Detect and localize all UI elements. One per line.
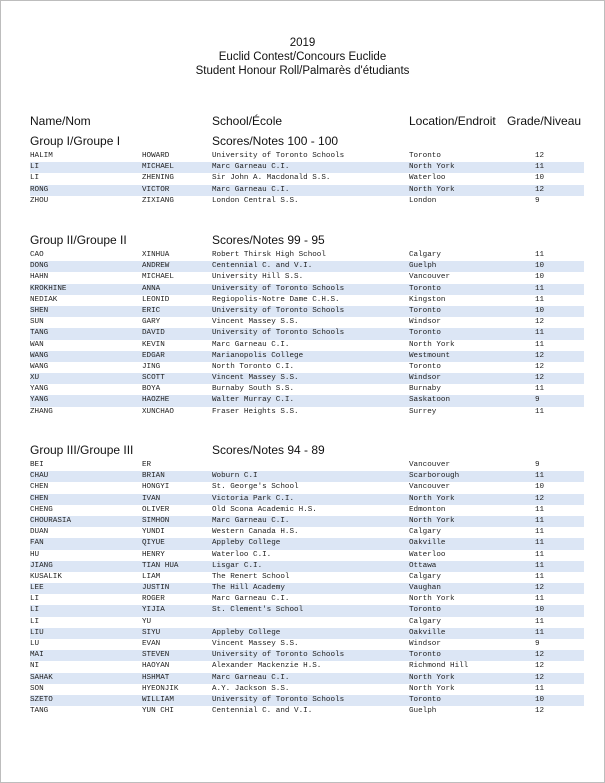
first-name-cell: GARY [142,318,161,327]
location-cell: Oakville [409,539,446,548]
table-row [30,527,584,538]
grade-cell: 11 [535,295,545,304]
location-cell: Waterloo [409,550,446,559]
table-row [30,384,584,395]
table-row [30,173,584,184]
table-row [30,328,584,339]
last-name-cell: ZHANG [30,407,53,416]
first-name-cell: LEONID [142,295,170,304]
first-name-cell: ROGER [142,595,165,604]
last-name-cell: LU [30,640,40,648]
first-name-cell: SIYU [142,628,161,637]
grade-cell: 12 [535,362,545,371]
first-name-cell: HONGYI [142,483,170,492]
grade-cell: 10 [535,262,545,271]
grade-cell: 11 [535,539,545,548]
group-3-scores: Scores/Notes 94 - 89 [212,443,325,457]
table-row [30,162,584,173]
first-name-cell: HOWARD [142,152,170,160]
first-name-cell: VICTOR [142,185,170,194]
document-header [0,36,605,78]
grade-cell: 11 [535,407,545,416]
grade-cell: 10 [535,273,545,282]
grade-cell: 9 [535,461,540,469]
table-row [30,460,584,471]
last-name-cell: CHEN [30,494,49,503]
school-cell: Fraser Heights S.S. [212,407,299,416]
last-name-cell: LIU [30,628,44,637]
first-name-cell: ANDREW [142,262,170,271]
last-name-cell: WAN [30,340,44,349]
grade-cell: 10 [535,695,545,704]
location-cell: Windsor [409,318,441,327]
school-cell: University of Toronto Schools [212,306,345,315]
first-name-cell: EDGAR [142,351,165,360]
table-row [30,561,584,572]
location-cell: North York [409,684,455,693]
first-name-cell: BRIAN [142,472,165,481]
table-row [30,594,584,605]
grade-cell: 11 [535,561,545,570]
first-name-cell: YIJIA [142,606,165,615]
location-cell: Westmount [409,351,451,360]
location-cell: Toronto [409,606,441,615]
honour-roll-title: Student Honour Roll/Palmarès d'étudiants [195,65,410,77]
first-name-cell: LIAM [142,572,161,581]
location-cell: London [409,196,437,205]
grade-cell: 11 [535,595,545,604]
grade-cell: 11 [535,251,545,259]
year: 2019 [289,37,316,49]
grade-cell: 11 [535,516,545,525]
table-row [30,317,584,328]
location-cell: Vancouver [409,273,451,282]
grade-cell: 12 [535,494,545,503]
location-cell: Toronto [409,152,441,160]
location-cell: Toronto [409,695,441,704]
last-name-cell: WANG [30,362,49,371]
school-cell: Marc Garneau C.I. [212,516,290,525]
location-cell: North York [409,494,455,503]
location-cell: North York [409,595,455,604]
location-cell: Ottawa [409,561,437,570]
school-cell: Woburn C.I [212,472,258,481]
school-cell: Waterloo C.I. [212,550,272,559]
last-name-cell: CHOURASIA [30,516,72,525]
table-row [30,362,584,373]
school-cell: Vincent Massey S.S. [212,374,299,383]
grade-cell: 12 [535,374,545,383]
grade-cell: 11 [535,163,545,172]
first-name-cell: ER [142,461,152,469]
grade-cell: 12 [535,651,545,660]
grade-cell: 12 [535,662,545,671]
grade-cell: 11 [535,684,545,693]
school-cell: Vincent Massey S.S. [212,640,299,648]
last-name-cell: SON [30,684,44,693]
table-row [30,538,584,549]
table-row [30,661,584,672]
last-name-cell: HALIM [30,152,53,160]
first-name-cell: ZHENING [142,174,174,183]
last-name-cell: WANG [30,351,49,360]
table-row [30,628,584,639]
school-cell: Vincent Massey S.S. [212,318,299,327]
first-name-cell: JING [142,362,161,371]
location-cell: North York [409,673,455,682]
table-row [30,407,584,418]
first-name-cell: ANNA [142,284,161,293]
first-name-cell: ERIC [142,306,161,315]
school-cell: Centennial C. and V.I. [212,707,313,716]
school-cell: Victoria Park C.I. [212,494,295,503]
grade-cell: 12 [535,707,545,716]
last-name-cell: SAHAK [30,673,53,682]
table-row [30,151,584,162]
table-row [30,695,584,706]
group-3-table [30,460,584,717]
first-name-cell: HAOZHE [142,396,170,405]
school-cell: Western Canada H.S. [212,528,299,537]
column-header-school: School/École [212,114,283,128]
table-row [30,295,584,306]
location-cell: Richmond Hill [409,662,469,671]
first-name-cell: ZIXIANG [142,196,174,205]
contest-title: Euclid Contest/Concours Euclide [218,51,387,63]
first-name-cell: HSHMAT [142,673,170,682]
table-row [30,306,584,317]
table-row [30,605,584,616]
table-row [30,583,584,594]
last-name-cell: YANG [30,396,49,405]
location-cell: North York [409,340,455,349]
table-row [30,684,584,695]
group-1-scores: Scores/Notes 100 - 100 [212,134,339,148]
first-name-cell: YUN CHI [142,707,174,716]
last-name-cell: CHAU [30,472,49,481]
last-name-cell: LI [30,595,40,604]
table-row [30,340,584,351]
first-name-cell: DAVID [142,329,165,338]
grade-cell: 11 [535,528,545,537]
table-row [30,516,584,527]
school-cell: St. George's School [212,483,299,492]
column-header-grade: Grade/Niveau [507,114,582,128]
school-cell: University of Toronto Schools [212,152,345,160]
location-cell: Windsor [409,640,441,648]
last-name-cell: LI [30,174,40,183]
table-row [30,261,584,272]
school-cell: Alexander Mackenzie H.S. [212,662,322,671]
table-row [30,395,584,406]
table-row [30,572,584,583]
last-name-cell: DUAN [30,528,49,537]
grade-cell: 10 [535,306,545,315]
location-cell: Waterloo [409,174,446,183]
location-cell: Scarborough [409,472,460,481]
table-row [30,185,584,196]
grade-cell: 12 [535,584,545,593]
location-cell: Guelph [409,262,437,271]
grade-cell: 11 [535,284,545,293]
school-cell: University of Toronto Schools [212,329,345,338]
grade-cell: 12 [535,351,545,360]
first-name-cell: QIYUE [142,539,165,548]
school-cell: Marc Garneau C.I. [212,340,290,349]
location-cell: Edmonton [409,505,446,514]
grade-cell: 11 [535,340,545,349]
school-cell: University of Toronto Schools [212,695,345,704]
last-name-cell: CHEN [30,483,49,492]
first-name-cell: YU [142,617,152,626]
location-cell: Toronto [409,651,441,660]
last-name-cell: RONG [30,185,49,194]
first-name-cell: YUNDI [142,528,165,537]
last-name-cell: CHENG [30,505,53,514]
first-name-cell: BOYA [142,385,161,394]
last-name-cell: YANG [30,385,49,394]
location-cell: Oakville [409,628,446,637]
school-cell: University Hill S.S. [212,273,304,282]
grade-cell: 9 [535,196,540,205]
location-cell: Windsor [409,374,441,383]
table-row [30,250,584,261]
location-cell: Calgary [409,617,441,626]
school-cell: Appleby College [212,628,281,637]
last-name-cell: LEE [30,584,44,593]
last-name-cell: ZHOU [30,196,49,205]
last-name-cell: LI [30,606,40,615]
last-name-cell: NI [30,662,40,671]
location-cell: Toronto [409,329,441,338]
school-cell: Appleby College [212,539,281,548]
grade-cell: 12 [535,152,545,160]
last-name-cell: HU [30,550,40,559]
first-name-cell: SIMHON [142,516,170,525]
school-cell: Sir John A. Macdonald S.S. [212,174,331,183]
group-2-title: Group II/Groupe II [30,233,127,247]
first-name-cell: EVAN [142,640,161,648]
location-cell: Calgary [409,251,441,259]
group-1-table [30,151,584,207]
first-name-cell: XUNCHAO [142,407,174,416]
last-name-cell: KROKHINE [30,284,67,293]
school-cell: Lisgar C.I. [212,561,263,570]
school-cell: Marc Garneau C.I. [212,595,290,604]
last-name-cell: JIANG [30,561,53,570]
last-name-cell: NEDIAK [30,295,58,304]
first-name-cell: JUSTIN [142,584,170,593]
location-cell: Vaughan [409,584,441,593]
location-cell: North York [409,163,455,172]
location-cell: Saskatoon [409,396,451,405]
group-2-scores: Scores/Notes 99 - 95 [212,233,325,247]
school-cell: Marc Garneau C.I. [212,163,290,172]
grade-cell: 11 [535,505,545,514]
school-cell: Centennial C. and V.I. [212,262,313,271]
location-cell: Vancouver [409,483,451,492]
table-row [30,471,584,482]
location-cell: Toronto [409,362,441,371]
location-cell: Surrey [409,407,437,416]
school-cell: Marc Garneau C.I. [212,673,290,682]
location-cell: Calgary [409,528,441,537]
first-name-cell: OLIVER [142,505,170,514]
grade-cell: 12 [535,318,545,327]
location-cell: Vancouver [409,461,451,469]
table-row [30,494,584,505]
column-header-location: Location/Endroit [409,114,496,128]
group-2-table [30,250,584,418]
table-row [30,284,584,295]
first-name-cell: SCOTT [142,374,165,383]
school-cell: Regiopolis-Notre Dame C.H.S. [212,295,340,304]
grade-cell: 11 [535,617,545,626]
table-row [30,706,584,717]
school-cell: University of Toronto Schools [212,284,345,293]
group-3-title: Group III/Groupe III [30,443,134,457]
table-row [30,482,584,493]
last-name-cell: SZETO [30,695,53,704]
grade-cell: 11 [535,572,545,581]
table-row [30,196,584,207]
school-cell: Robert Thirsk High School [212,251,326,259]
last-name-cell: LI [30,163,40,172]
first-name-cell: MICHAEL [142,273,174,282]
school-cell: North Toronto C.I. [212,362,295,371]
last-name-cell: TANG [30,329,49,338]
first-name-cell: IVAN [142,494,161,503]
grade-cell: 12 [535,185,545,194]
first-name-cell: XINHUA [142,251,170,259]
last-name-cell: HAHN [30,273,49,282]
table-row [30,617,584,628]
location-cell: Kingston [409,295,446,304]
location-cell: North York [409,516,455,525]
school-cell: Burnaby South S.S. [212,385,295,394]
last-name-cell: KUSALIK [30,572,62,581]
school-cell: The Hill Academy [212,584,285,593]
grade-cell: 10 [535,606,545,615]
school-cell: The Renert School [212,572,290,581]
location-cell: North York [409,185,455,194]
last-name-cell: BEI [30,461,44,469]
first-name-cell: WILLIAM [142,695,174,704]
first-name-cell: HYEONJIK [142,684,179,693]
last-name-cell: SHEN [30,306,49,315]
location-cell: Calgary [409,572,441,581]
first-name-cell: MICHAEL [142,163,174,172]
grade-cell: 10 [535,483,545,492]
table-row [30,673,584,684]
first-name-cell: KEVIN [142,340,165,349]
school-cell: University of Toronto Schools [212,651,345,660]
table-row [30,505,584,516]
table-row [30,272,584,283]
grade-cell: 11 [535,472,545,481]
grade-cell: 10 [535,174,545,183]
school-cell: Marc Garneau C.I. [212,185,290,194]
school-cell: Walter Murray C.I. [212,396,295,405]
grade-cell: 9 [535,396,540,405]
location-cell: Toronto [409,306,441,315]
grade-cell: 11 [535,550,545,559]
grade-cell: 12 [535,673,545,682]
first-name-cell: HAOYAN [142,662,170,671]
location-cell: Toronto [409,284,441,293]
grade-cell: 11 [535,628,545,637]
last-name-cell: TANG [30,707,49,716]
school-cell: Old Scona Academic H.S. [212,505,317,514]
school-cell: St. Clement's School [212,606,304,615]
last-name-cell: FAN [30,539,44,548]
column-header-name: Name/Nom [30,114,91,128]
location-cell: Guelph [409,707,437,716]
last-name-cell: SUN [30,318,44,327]
first-name-cell: STEVEN [142,651,170,660]
table-row [30,650,584,661]
last-name-cell: XU [30,374,40,383]
grade-cell: 9 [535,640,540,648]
last-name-cell: CAO [30,251,44,259]
grade-cell: 11 [535,329,545,338]
last-name-cell: MAI [30,651,44,660]
table-row [30,639,584,650]
grade-cell: 11 [535,385,545,394]
first-name-cell: TIAN HUA [142,561,179,570]
table-row [30,351,584,362]
school-cell: London Central S.S. [212,196,299,205]
table-row [30,373,584,384]
group-1-title: Group I/Groupe I [30,134,121,148]
table-row [30,550,584,561]
last-name-cell: LI [30,617,40,626]
school-cell: Marianopolis College [212,351,304,360]
last-name-cell: DONG [30,262,49,271]
location-cell: Burnaby [409,385,441,394]
school-cell: A.Y. Jackson S.S. [212,684,290,693]
first-name-cell: HENRY [142,550,165,559]
